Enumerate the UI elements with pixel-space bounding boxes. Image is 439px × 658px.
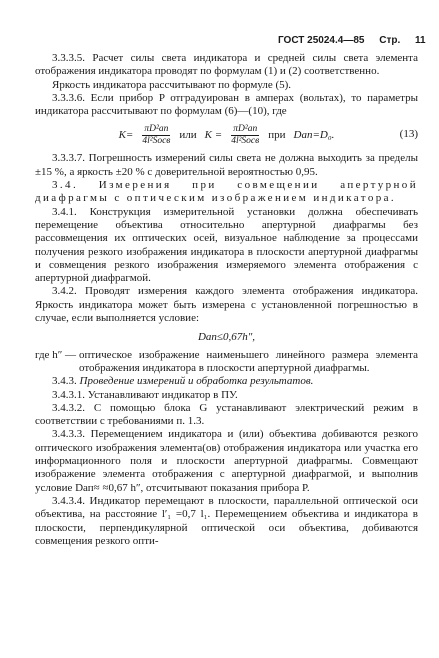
section-3-4-3-title: Проведение измерений и обработка результатов. bbox=[79, 375, 314, 388]
fraction-1-numerator: πD²ап bbox=[144, 123, 169, 134]
page-label: Стр. bbox=[379, 35, 401, 46]
section-3-4-3-heading bbox=[35, 375, 418, 388]
paragraph-3-4-3-4: 3.4.3.4. Индикатор перемещают в плоскости, параллельной оптической оси объектива, на расстояние l′₁ =0,7 l₁. Перемещением объектива и индикатора в плоскости, перпендикулярной оптической оси объектива, добиваются совмещения резкого опти- bbox=[35, 494, 418, 547]
paragraph-3-4-3-1: 3.4.3.1. Устанавливают индикатор в ПУ. bbox=[52, 388, 238, 401]
section-3-4-3-number: 3.4.3. bbox=[52, 375, 77, 388]
formula-condition: Dап=D₀. bbox=[293, 128, 335, 141]
formula-k1: K= bbox=[118, 128, 134, 141]
where-clause bbox=[35, 349, 418, 376]
formula-fraction-2 bbox=[229, 124, 261, 147]
section-3-4-title: 3.4. Измерения при совмещении апертурной диафрагмы с оптическим изображением индикатора. bbox=[35, 179, 418, 205]
formula-or: или bbox=[179, 128, 197, 141]
paragraph-3-3-3-5: 3.3.3.5. Расчет силы света индикатора и средней силы света элемента отображения индикатора проводят по формулам (1) и (2) соответственно. bbox=[35, 52, 418, 78]
paragraph-brightness: Яркость индикатора рассчитывают по формуле (5). bbox=[52, 78, 292, 91]
paragraph-3-3-3-6: 3.3.3.6. Если прибор P отградуирован в амперах (вольтах), то параметры индикатора рассчитывают по формулам (6)—(10), где bbox=[35, 91, 418, 118]
paragraph-3-4-2: 3.4.2. Проводят измерения каждого элемента отображения индикатора. Яркость индикатора может быть измерена с установленной погрешностью в случае, если выполняется условие: bbox=[35, 285, 418, 325]
paragraph-3-3-3-7: 3.3.3.7. Погрешность измерений силы света не должна выходить за пределы ±15 %, а яркость ±20 % с доверительной вероятностью 0,95. bbox=[35, 152, 418, 178]
standard-code: ГОСТ 25024.4—85 bbox=[278, 35, 365, 46]
equation-number: (13) bbox=[399, 128, 418, 141]
page-number: 11 bbox=[415, 35, 426, 46]
document-body bbox=[35, 52, 418, 548]
where-lead: где h″ — bbox=[35, 348, 77, 361]
paragraph-3-4-3-2: 3.4.3.2. С помощью блока G устанавливают электрический режим в соответствии с требованиями п. 1.3. bbox=[35, 401, 418, 428]
paragraph-3-4-3-3: 3.4.3.3. Перемещением индикатора и (или) объектива добиваются резкого оптического изображения элемента(ов) отображения индикатора или участка его информационного поля и плоскости апертурной диафрагмы. Совмещают изображение элемента отображения с апертурной диафрагмой, и выполнив условие Dап≈ ≈0,67 h″, отсчитывают показания прибора P. bbox=[35, 428, 418, 494]
condition-formula: Dап≤0,67h″, bbox=[197, 331, 256, 344]
where-body: оптическое изображение наименьшего линейного размера элемента отображения индикатора в плоскости апертурной диафрагмы. bbox=[79, 348, 418, 374]
formula-13 bbox=[35, 121, 418, 149]
formula-fraction-1 bbox=[140, 124, 172, 147]
fraction-2-numerator: πD²ап bbox=[233, 123, 258, 134]
fraction-1-denominator: 4l²Sосв bbox=[142, 135, 171, 146]
formula-k2: K = bbox=[204, 128, 223, 141]
fraction-2-denominator: 4l²Sосв bbox=[231, 135, 260, 146]
page-header bbox=[278, 35, 426, 46]
formula-when: при bbox=[268, 128, 286, 141]
paragraph-3-4-1: 3.4.1. Конструкция измерительной установки должна обеспечивать перемещение объектива относительно апертурной диафрагмы без рассовмещения их оптических осей, визуальное наблюдение за процессами получения резкого изображения индикатора в плоскости апертурной диафрагмы и совмещения резкого изображения измеряемого элемента отображения с апертурной диафрагмой. bbox=[35, 205, 418, 285]
